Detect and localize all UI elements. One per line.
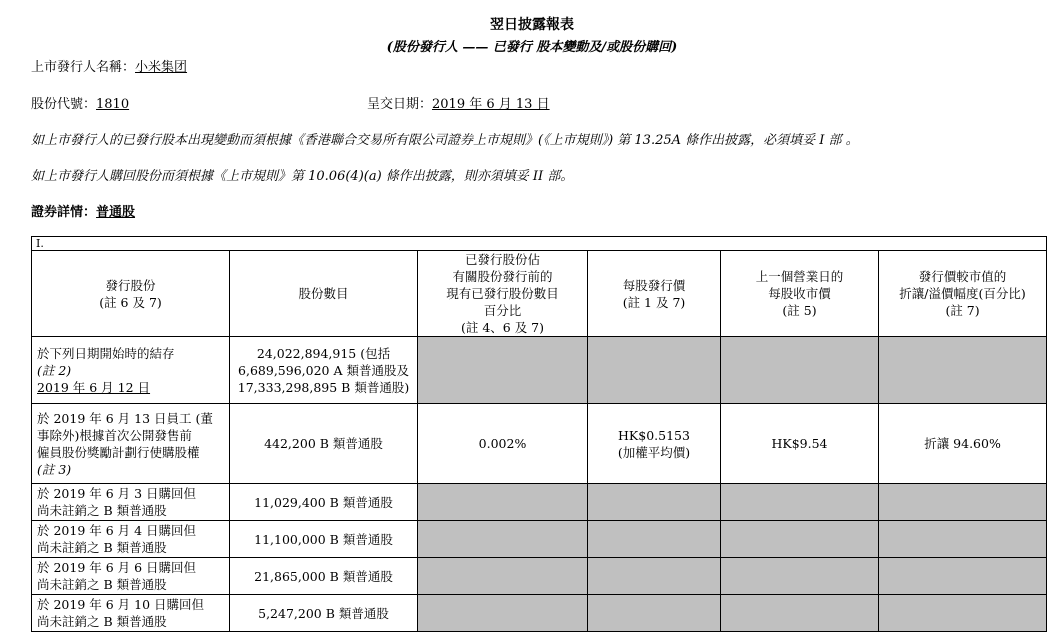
shares-text: 24,022,894,915 (包括 [256,345,391,361]
desc-text: 尚未註銷之 B 類普通股 [37,503,167,518]
disclosure-note-2: 如上市發行人購回股份而須根據《上市規則》第 10.06(4)(a) 條作出披露，則亦須填妥 II 部。 [31,169,574,184]
header-issue-price [588,251,721,337]
shaded-cell [879,337,1047,404]
issuer-label: 上市發行人名稱： [31,60,136,75]
desc-text: 於 2019 年 6 月 4 日購回但 [37,523,197,538]
header-closing-price [721,251,879,337]
header-note: (註 1 及 7) [622,294,686,310]
row-description [32,521,230,558]
row-closing-price: HK$9.54 [721,404,879,484]
shaded-cell [418,521,588,558]
row-shares: 11,100,000 B 類普通股 [230,521,418,558]
header-text: 每股發行價 [622,277,686,293]
issuer-line [31,56,187,75]
row-description [32,337,230,404]
desc-note: (註 2) [37,362,72,378]
table-row [32,558,1047,595]
header-percentage [418,251,588,337]
share-movement-table [31,236,1047,632]
shaded-cell [588,337,721,404]
shaded-cell [879,521,1047,558]
row-description [32,404,230,484]
row-shares: 5,247,200 B 類普通股 [230,595,418,632]
header-note: (註 5) [782,303,817,318]
price-note: (加權平均價) [617,444,691,460]
shaded-cell [418,337,588,404]
shaded-cell [721,558,879,595]
shaded-cell [418,484,588,521]
header-text: 有關股份發行前的 [452,269,553,284]
shaded-cell [879,558,1047,595]
row-shares [230,337,418,404]
desc-text: 事除外)根據首次公開發售前 [37,427,192,443]
desc-date: 2019 年 6 月 12 日 [37,379,151,395]
submission-date-value: 2019 年 6 月 13 日 [432,97,550,112]
header-text: 現有已發行股份數目 [446,286,559,301]
desc-text: 於 2019 年 6 月 3 日購回但 [37,486,197,501]
price-value: HK$0.5153 [618,427,690,443]
header-text: 已發行股份佔 [464,252,540,267]
issuer-name: 小米集团 [135,60,188,75]
desc-text: 僱員股份獎勵計劃行使購股權 [37,444,200,460]
row-issue-price [588,404,721,484]
row-shares: 21,865,000 B 類普通股 [230,558,418,595]
header-note: (註 7) [945,303,980,318]
header-issued-shares [32,251,230,337]
desc-text: 於 2019 年 6 月 10 日購回但 [37,597,205,612]
securities-value: 普通股 [96,205,136,220]
header-number-of-shares: 股份數目 [230,251,418,337]
stock-code-value: 1810 [96,97,130,112]
shaded-cell [879,595,1047,632]
table-row [32,521,1047,558]
table-row [32,484,1047,521]
desc-note: (註 3) [37,461,72,477]
row-description [32,595,230,632]
row-shares: 442,200 B 類普通股 [230,404,418,484]
header-text: 折讓/溢價幅度(百分比) [899,286,1026,301]
desc-text: 尚未註銷之 B 類普通股 [37,577,167,592]
shaded-cell [588,558,721,595]
shaded-cell [879,484,1047,521]
shaded-cell [418,558,588,595]
stock-code-label: 股份代號： [31,97,97,112]
shares-text: 6,689,596,020 A 類普通股及 [238,362,409,378]
header-text: 每股收市價 [768,286,831,301]
disclosure-note-1: 如上市發行人的已發行股本出現變動而須根據《香港聯合交易所有限公司證券上市規則》(《上市規則》) 第 13.25A 條作出披露，必須填妥 I 部 。 [31,133,859,148]
row-shares: 11,029,400 B 類普通股 [230,484,418,521]
shares-text: 17,333,298,895 B 類普通股) [237,379,410,395]
form-title: 翌日披露報表 [490,17,574,33]
row-description [32,484,230,521]
section-row [32,237,1047,251]
row-discount: 折讓 94.60% [879,404,1047,484]
table-row [32,595,1047,632]
header-discount-premium [879,251,1047,337]
shaded-cell [588,595,721,632]
header-text: 百分比 [483,303,522,318]
shaded-cell [721,337,879,404]
row-description [32,558,230,595]
submission-date-label: 呈交日期： [367,97,433,112]
section-label: I. [32,237,1047,251]
form-subtitle: (股份發行人 —— 已發行 股本變動及/或股份購回) [386,40,678,55]
row-percentage: 0.002% [418,404,588,484]
header-text: 發行股份 [105,277,156,293]
stock-code-line [31,93,129,112]
shaded-cell [721,521,879,558]
desc-text: 尚未註銷之 B 類普通股 [37,540,167,555]
shaded-cell [418,595,588,632]
shaded-cell [721,595,879,632]
shaded-cell [721,484,879,521]
desc-text: 於下列日期開始時的結存 [37,345,175,361]
desc-text: 於 2019 年 6 月 13 日員工 (董 [37,410,213,426]
header-text: 上一個營業日的 [755,269,844,284]
shaded-cell [588,484,721,521]
submission-date-line [367,93,550,112]
table-row [32,337,1047,404]
table-row [32,404,1047,484]
header-note: (註 4、6 及 7) [460,320,545,335]
header-note: (註 6 及 7) [99,294,162,310]
securities-line [31,201,135,220]
shaded-cell [588,521,721,558]
header-text: 發行價較市值的 [918,269,1007,284]
desc-text: 於 2019 年 6 月 6 日購回但 [37,560,197,575]
securities-label: 證券詳情： [31,205,97,220]
header-row [32,251,1047,337]
desc-text: 尚未註銷之 B 類普通股 [37,614,167,629]
